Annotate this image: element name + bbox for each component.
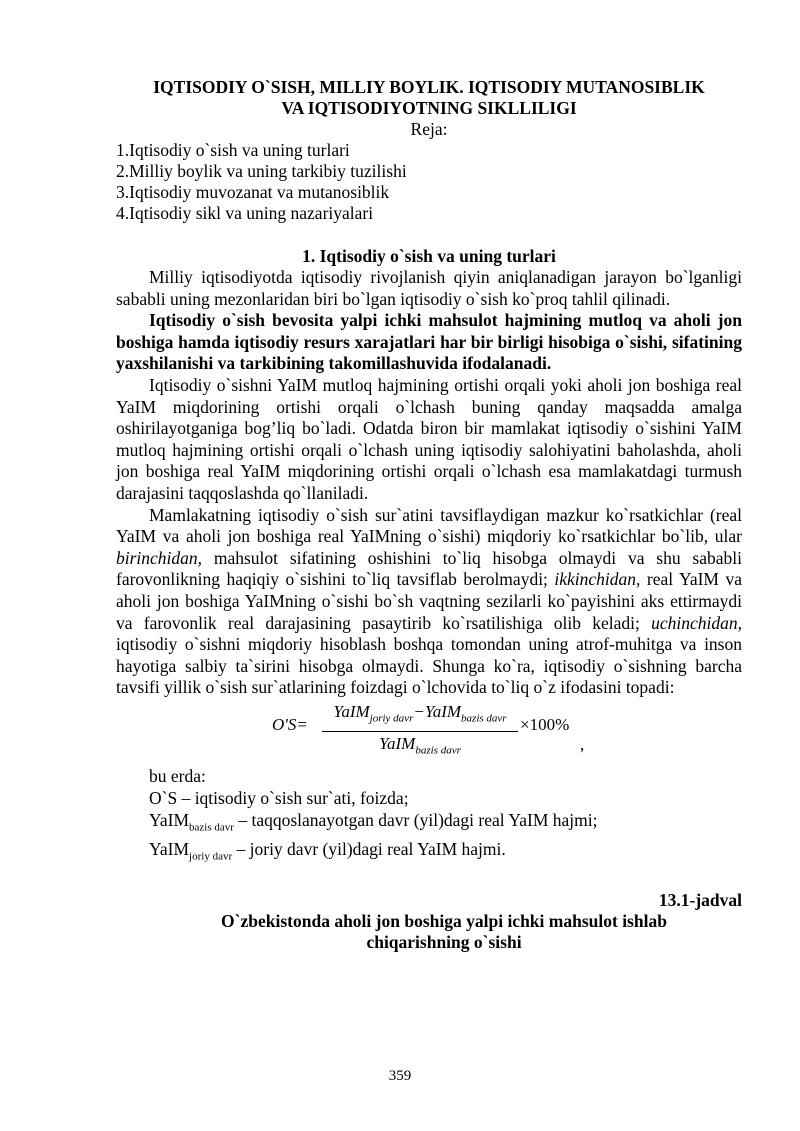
document-title — [116, 0, 742, 119]
emphasis-uchinchidan: uchinchidan, — [651, 612, 742, 633]
formula-lhs: O'S= — [272, 714, 308, 734]
legend-row-bazis-sub: bazis davr — [189, 821, 234, 834]
legend-row-joriy-symbol: YaIM — [149, 839, 190, 860]
title-line-2: VA IQTISODIYOTNING SIKLLILIGI — [281, 98, 577, 118]
table-title-line-2: chiqarishning o`sishi — [366, 931, 522, 952]
formula-legend — [116, 765, 742, 868]
section-heading: 1. Iqtisodiy o`sish va uning turlari — [302, 246, 556, 266]
legend-row-joriy-text: – joriy davr (yil)dagi real YaIM hajmi. — [232, 839, 506, 860]
paragraph-2-definition: Iqtisodiy o`sish bevosita yalpi ichki mahsulot hajmining mutloq va aholi jon boshiga hamda iqtisodiy resurs xarajatlari har bir birligi hisobiga o`sishi, sifatining yaxshilanishi va tarkibining takomillashuvida ifodalanadi. — [116, 310, 742, 374]
formula-num-a-sub: joriy davr — [369, 712, 414, 725]
outline-item: 1.Iqtisodiy o`sish va uning turlari — [116, 140, 350, 160]
page-number: 359 — [388, 1068, 412, 1084]
table-title-line-1: O`zbekistonda aholi jon boshiga yalpi ichki mahsulot ishlab — [221, 910, 667, 931]
legend-row-joriy — [149, 838, 742, 868]
formula-denominator — [322, 732, 518, 762]
emphasis-ikkinchidan: ikkinchidan, — [554, 569, 641, 590]
formula-num-b-sub: bazis davr — [461, 712, 507, 725]
paragraph-4-part-4: iqtisodiy o`sishni miqdoriy hisoblash boshqa tomondan uning atrof-muhitga va inson hayotiga salbiy ta`sirini hisobga olmaydi. Shunga ko`ra, iqtisodiy o`sishning barcha tavsifi yillik o`sish sur`atlarining foizdagi o`lchovida to`liq o`z ifodasini topadi: — [116, 634, 742, 698]
formula-num-a: YaIM — [333, 701, 370, 721]
formula-minus: − — [413, 701, 425, 721]
outline-item: 4.Iqtisodiy sikl va uning nazariyalari — [116, 203, 374, 223]
formula-den-sub: bazis davr — [415, 744, 461, 757]
formula-num-b: YaIM — [424, 701, 462, 721]
formula-comma: , — [580, 734, 585, 754]
paragraph-4-part-2: mahsulot sifatining oshishini to`liq hisobga olmaydi va shu sababli farovonlikning haqiqiy o`sishini to`liq tavsiflab berolmaydi; — [116, 547, 742, 590]
title-line-1: IQTISODIY O`SISH, MILLIY BOYLIK. IQTISODIY MUTANOSIBLIK — [153, 77, 705, 97]
table-title — [166, 911, 722, 953]
formula-numerator — [322, 701, 518, 732]
formula-rhs: ×100% — [520, 714, 570, 734]
paragraph-3: Iqtisodiy o`sishni YaIM mutloq hajmining ortishi orqali yoki aholi jon boshiga real YaIM miqdorining ortishi orqali o`lchash buning qanday maqsadda amalga oshirilayotganiga bog’liq bo`ladi. Odatda biron bir mamlakat iqtisodiy o`sishini YaIM mutloq hajmining ortishi orqali o`lchash uning iqtisodiy salohiyatini baholashda, aholi jon boshiga real YaIM miqdorining ortishi orqali o`lchash esa mamlakatdagi turmush darajasini taqqoslashda qo`llaniladi. — [116, 374, 742, 503]
paragraph-4-part-3: real YaIM va aholi jon boshiga YaIMning o`sishi bo`sh vaqtning sezilarli ko`payishini aks ettirmaydi va farovonlik real darajasining pasaytirib ko`rsatilishiga olib keladi; — [116, 569, 742, 633]
legend-row-os: O`S – iqtisodiy o`sish sur`ati, foizda; — [149, 787, 409, 808]
paragraph-4 — [116, 505, 742, 699]
plan-label: Reja: — [410, 119, 448, 139]
outline-item: 3.Iqtisodiy muvozanat va mutanosiblik — [116, 182, 390, 202]
outline-list — [116, 140, 742, 224]
table-label: 13.1-jadval — [658, 889, 742, 910]
legend-intro: bu erda: — [149, 765, 206, 786]
growth-rate-formula — [116, 701, 742, 759]
paragraph-1: Milliy iqtisodiyotda iqtisodiy rivojlanish qiyin aniqlanadigan jarayon bo`lganligi sababli uning mezonlaridan biri bo`lgan iqtisodiy o`sish ko`proq tahlil qilinadi. — [116, 267, 742, 309]
legend-row-bazis-symbol: YaIM — [149, 809, 190, 830]
legend-row-joriy-sub: joriy davr — [189, 850, 233, 863]
outline-item: 2.Milliy boylik va uning tarkibiy tuzilishi — [116, 161, 407, 181]
emphasis-birinchidan: birinchidan, — [116, 547, 203, 568]
legend-row-bazis-text: – taqqoslanayotgan davr (yil)dagi real YaIM hajmi; — [233, 809, 598, 830]
paragraph-4-part-1: Mamlakatning iqtisodiy o`sish sur`atini tavsiflaydigan mazkur ko`rsatkichlar (real YaIM va aholi jon boshiga real YaIMning o`sishi) miqdoriy ko`rsatkichlar bo`lib, ular — [116, 504, 742, 547]
legend-row-bazis — [149, 809, 742, 839]
formula-den: YaIM — [379, 734, 416, 754]
formula-fraction — [322, 701, 518, 763]
